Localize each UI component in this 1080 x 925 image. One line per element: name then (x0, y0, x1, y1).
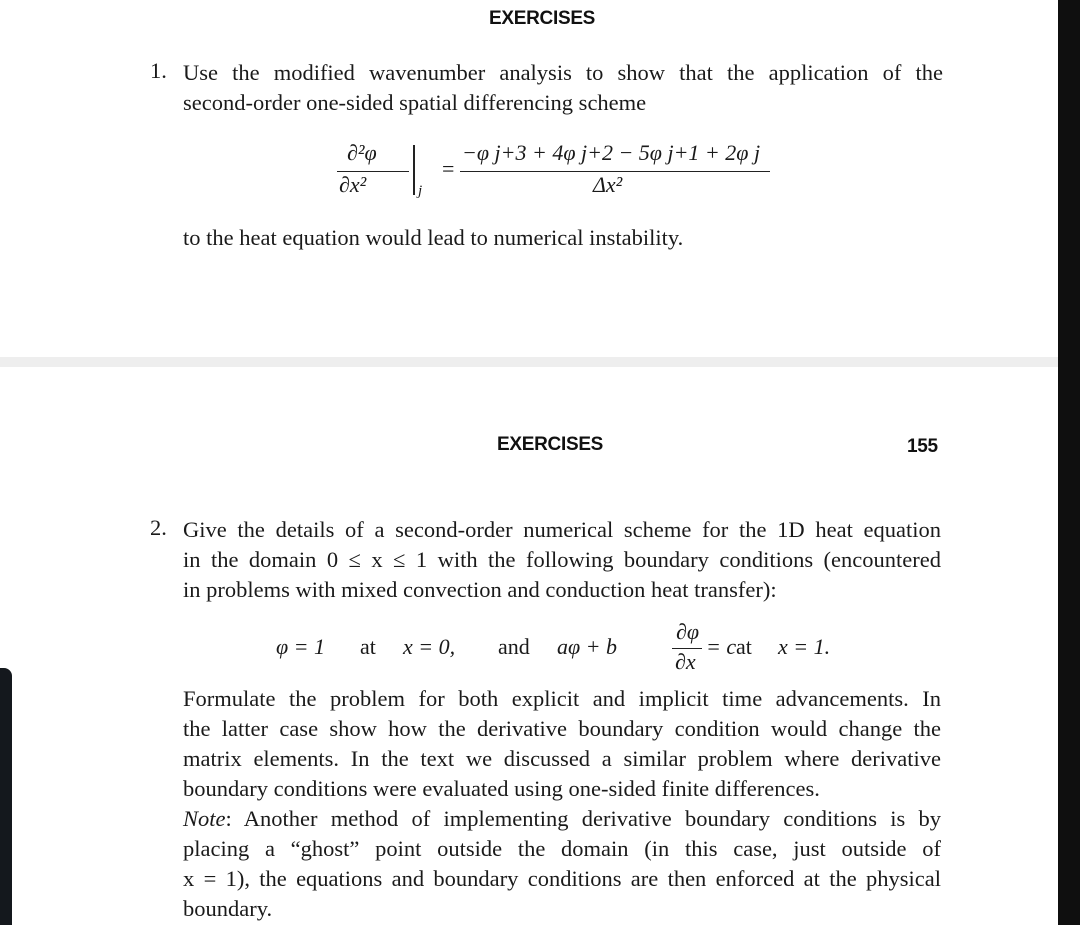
page-number: 155 (907, 436, 938, 457)
problem-1-line-3: to the heat equation would lead to numerical instability. (183, 225, 684, 250)
problem-1-number: 1. (150, 58, 167, 83)
bc-x1: x = 1. (778, 634, 831, 659)
right-edge-strip (1058, 0, 1080, 925)
problem-2-body-line-2: the latter case show how the derivative boundary condition would change the (183, 716, 941, 741)
left-edge-tab (0, 668, 12, 925)
eq1-rhs-numerator: −φ j+3 + 4φ j+2 − 5φ j+1 + 2φ j (462, 140, 761, 165)
page-separator (0, 357, 1058, 367)
problem-2-note-line-1 (183, 804, 941, 834)
bc-and: and (498, 634, 530, 659)
problem-2-line-3: in problems with mixed convection and conduction heat transfer): (183, 577, 777, 602)
eq1-rhs-denominator: Δx² (593, 172, 623, 197)
problem-1-line-2: second-order one-sided spatial differencing scheme (183, 90, 647, 115)
bc2-deriv-numerator: ∂φ (676, 619, 700, 644)
problem-2-number: 2. (150, 515, 167, 540)
bc-at-1: at (360, 634, 376, 659)
problem-2-body-line-3: matrix elements. In the text we discussed a similar problem where derivative (183, 746, 941, 771)
problem-2-line-1: Give the details of a second-order numerical scheme for the 1D heat equation (183, 517, 941, 542)
problem-1-closing (183, 223, 943, 253)
problem-2-body (183, 684, 941, 924)
eq1-eval-subscript: j (418, 183, 423, 199)
problem-2-body-line-4: boundary conditions were evaluated using one-sided finite differences. (183, 776, 820, 801)
bc-at-2: at (736, 634, 752, 659)
eq1-lhs-numerator: ∂²φ (347, 140, 377, 165)
bc1: φ = 1 (276, 634, 326, 659)
note-line-1-text: : Another method of implementing derivative boundary conditions is by (225, 806, 941, 831)
problem-2-intro (183, 515, 941, 605)
problem-2-note-line-3: x = 1), the equations and boundary conditions are then enforced at the physical (183, 866, 941, 891)
eq1-lhs-denominator: ∂x² (339, 172, 367, 197)
problem-2-line-2: in the domain 0 ≤ x ≤ 1 with the following boundary conditions (encountered (183, 547, 941, 572)
bc2-deriv-denominator: ∂x (675, 649, 696, 674)
problem-2-body-line-1: Formulate the problem for both explicit and implicit time advancements. In (183, 686, 941, 711)
section-heading-top: EXERCISES (489, 8, 596, 29)
problem-1-line-1: Use the modified wavenumber analysis to show that the application of the (183, 60, 943, 85)
bc2-rhs: = c (706, 634, 737, 659)
problem-2-note-line-2: placing a “ghost” point outside the domain (in this case, just outside of (183, 836, 941, 861)
bc-x0: x = 0, (403, 634, 456, 659)
problem-2-note-line-4: boundary. (183, 896, 273, 921)
running-head: EXERCISES (497, 434, 604, 455)
bc2-lhs: aφ + b (557, 634, 618, 659)
eq1-equals: = (442, 156, 455, 181)
eq1-evaluation-bar (413, 145, 415, 195)
note-label: Note (183, 806, 226, 831)
problem-1-text (183, 58, 943, 118)
